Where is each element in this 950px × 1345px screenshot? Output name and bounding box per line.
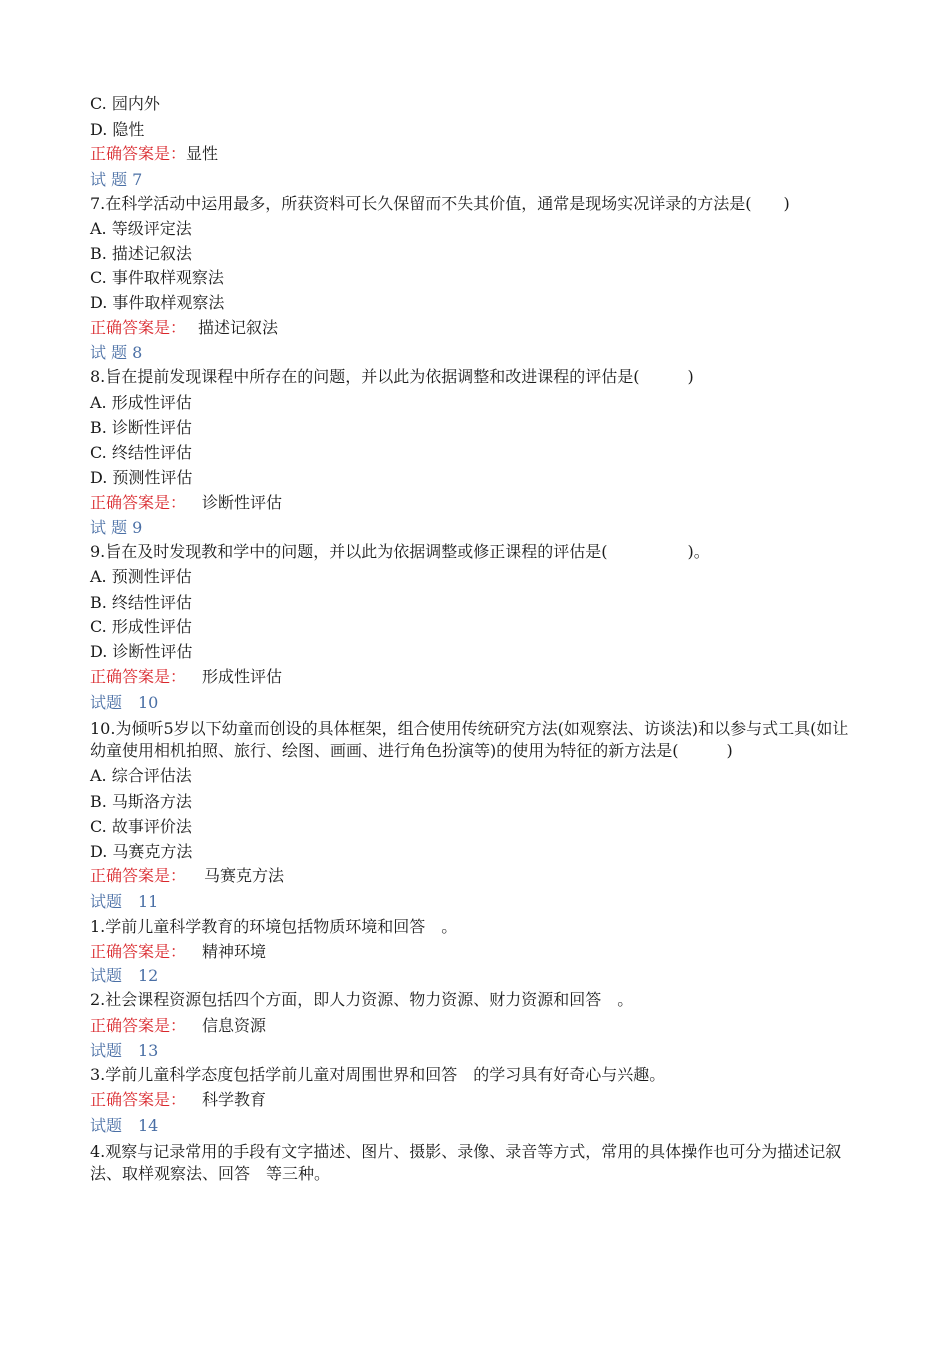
option-line: B. 终结性评估: [90, 593, 192, 612]
question-number: 试题 11: [90, 892, 159, 911]
question-text: 3.学前儿童科学态度包括学前儿童对周围世界和回答 的学习具有好奇心与兴趣。: [90, 1065, 666, 1084]
answer-line: [90, 942, 266, 962]
answer-line: [90, 1090, 266, 1110]
option-line: B. 马斯洛方法: [90, 792, 192, 811]
answer-text: 形成性评估: [202, 667, 283, 686]
answer-label: 正确答案是：: [90, 144, 187, 163]
question-text: 8.旨在提前发现课程中所存在的问题，并以此为依据调整和改进课程的评估是( ): [90, 367, 694, 386]
answer-label: 正确答案是：: [90, 942, 187, 961]
answer-label: 正确答案是：: [90, 1016, 187, 1035]
answer-line: [90, 144, 218, 164]
question-text: 4.观察与记录常用的手段有文字描述、图片、摄影、录像、录音等方式，常用的具体操作也可分为描述记叙法、取样观察法、回答 等三种。: [90, 1142, 842, 1183]
option-line: B. 描述记叙法: [90, 244, 192, 263]
answer-text: 诊断性评估: [202, 493, 283, 512]
question-text: 10.为倾听5岁以下幼童而创设的具体框架，组合使用传统研究方法(如观察法、访谈法)和以参与式工具(如让幼童使用相机拍照、旅行、绘图、画画、进行角色扮演等)的使用为特征的新方法是( ): [90, 719, 849, 760]
answer-line: [90, 667, 282, 687]
answer-text: 信息资源: [202, 1016, 267, 1035]
answer-label: 正确答案是：: [90, 493, 187, 512]
option-line: A. 综合评估法: [90, 766, 192, 785]
option-line: D. 隐性: [90, 120, 145, 139]
answer-label: 正确答案是：: [90, 1090, 187, 1109]
option-line: D. 诊断性评估: [90, 642, 193, 661]
option-line: A. 预测性评估: [90, 567, 192, 586]
answer-label: 正确答案是：: [90, 318, 187, 337]
question-number: 试题 14: [90, 1116, 159, 1135]
option-line: A. 形成性评估: [90, 393, 192, 412]
option-line: C. 形成性评估: [90, 617, 192, 636]
question-number: 试 题 8: [90, 343, 143, 362]
answer-label: 正确答案是：: [90, 667, 187, 686]
question-text: 2.社会课程资源包括四个方面，即人力资源、物力资源、财力资源和回答 。: [90, 990, 634, 1009]
question-number: 试题 10: [90, 693, 159, 712]
answer-line: [90, 866, 284, 886]
option-line: D. 马赛克方法: [90, 842, 193, 861]
question-number: 试题 13: [90, 1041, 159, 1060]
question-number: 试 题 9: [90, 518, 143, 537]
answer-text: 科学教育: [202, 1090, 267, 1109]
option-line: C. 故事评价法: [90, 817, 192, 836]
option-line: D. 事件取样观察法: [90, 293, 225, 312]
question-text: 1.学前儿童科学教育的环境包括物质环境和回答 。: [90, 917, 458, 936]
answer-line: [90, 1016, 266, 1036]
option-line: C. 园内外: [90, 94, 160, 113]
option-line: B. 诊断性评估: [90, 418, 192, 437]
answer-text: 马赛克方法: [204, 866, 285, 885]
answer-text: 精神环境: [202, 942, 267, 961]
question-text: 9.旨在及时发现教和学中的问题，并以此为依据调整或修正课程的评估是( )。: [90, 542, 710, 561]
option-line: A. 等级评定法: [90, 219, 192, 238]
question-number: 试 题 7: [90, 170, 143, 189]
option-line: C. 事件取样观察法: [90, 268, 224, 287]
question-text: 7.在科学活动中运用最多，所获资料可长久保留而不失其价值，通常是现场实况详录的方法是( ): [90, 194, 790, 213]
option-line: C. 终结性评估: [90, 443, 192, 462]
option-line: D. 预测性评估: [90, 468, 193, 487]
answer-line: [90, 318, 278, 338]
answer-label: 正确答案是：: [90, 866, 187, 885]
answer-line: [90, 493, 282, 513]
answer-text: 显性: [186, 144, 219, 163]
answer-text: 描述记叙法: [198, 318, 279, 337]
question-number: 试题 12: [90, 966, 159, 985]
